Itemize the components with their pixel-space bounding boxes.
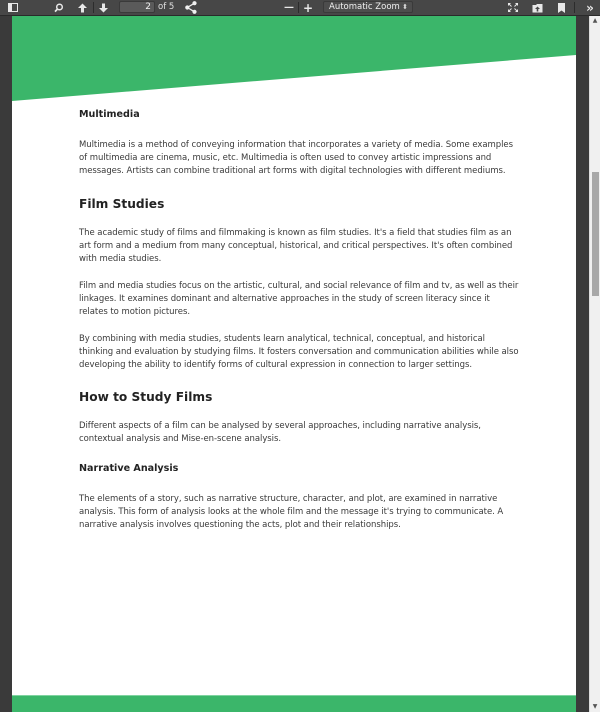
paragraph: Different aspects of a film can be analysed by several approaches, including narrative analysis, contextual analysis and Mise-en-scene analysis. (79, 421, 481, 444)
zoom-select[interactable] (323, 1, 413, 13)
vertical-scrollbar[interactable] (589, 16, 600, 712)
arrow-up-icon (78, 3, 87, 13)
previous-page-button[interactable] (76, 0, 88, 15)
bookmark-icon (558, 3, 565, 13)
paragraph: The academic study of films and filmmaking is known as film studies. It's a field that studies film as an art form and a medium from many conceptual, historical, and critical perspectives. It's often combined with media studies. (79, 228, 513, 264)
fullscreen-icon (508, 3, 518, 12)
next-page-button[interactable] (97, 0, 109, 15)
heading-multimedia: Multimedia (79, 109, 140, 120)
tools-menu-button[interactable]: » (586, 0, 594, 15)
toolbar-separator (93, 2, 94, 13)
scroll-up-arrow-icon[interactable]: ▲ (592, 17, 598, 24)
find-button[interactable] (52, 0, 66, 15)
green-footer-band (12, 695, 576, 712)
heading-narrative-analysis: Narrative Analysis (79, 463, 179, 474)
share-icon (185, 1, 197, 14)
document-viewer[interactable] (0, 16, 589, 712)
select-caret-icon: ⬍ (402, 3, 408, 11)
share-button[interactable] (183, 0, 199, 15)
bookmark-button[interactable] (555, 0, 567, 15)
sidebar-icon (8, 3, 18, 12)
zoom-level-value: Automatic Zoom (329, 2, 400, 12)
green-header-banner (12, 16, 576, 105)
open-file-icon (532, 3, 543, 13)
page-count: of 5 (158, 2, 175, 12)
search-icon (54, 3, 64, 13)
paragraph: Multimedia is a method of conveying information that incorporates a variety of media. Some examples of multimedia are cinema, music, etc. Multimedia is often used to convey artistic impressions and messages. Artists can combine traditional art forms with digital technologies with different mediums. (79, 140, 513, 176)
pdf-toolbar (0, 0, 600, 16)
heading-how-to-study-films: How to Study Films (79, 390, 213, 404)
paragraph: The elements of a story, such as narrative structure, character, and plot, are examined in narrative analysis. This form of analysis looks at the whole film and the message it's trying to communicate. A narrative analysis involves questioning the acts, plot and their relationships. (79, 494, 504, 530)
sidebar-toggle-button[interactable] (6, 0, 20, 15)
arrow-down-icon (99, 3, 108, 13)
pdf-page (12, 16, 576, 712)
page-content (79, 109, 519, 546)
heading-film-studies: Film Studies (79, 197, 165, 211)
paragraph: Film and media studies focus on the artistic, cultural, and social relevance of film and tv, as well as their linkages. It examines dominant and alternative approaches in the study of screen literacy since it relates to motion pictures. (79, 281, 519, 317)
presentation-mode-button[interactable] (507, 0, 519, 15)
zoom-in-button[interactable]: + (302, 0, 314, 15)
page-number-input[interactable]: 2 (119, 1, 155, 13)
toolbar-separator (298, 2, 299, 13)
scrollbar-thumb[interactable] (592, 172, 599, 296)
scroll-down-arrow-icon[interactable]: ▼ (592, 703, 598, 710)
toolbar-separator (574, 2, 575, 13)
paragraph: By combining with media studies, students learn analytical, technical, conceptual, and historical thinking and evaluation by studying films. It fosters conversation and communication abilities while also developing the ability to identify forms of cultural expression in connection to larger settings. (79, 334, 519, 370)
zoom-out-button[interactable]: — (284, 2, 294, 13)
open-file-button[interactable] (531, 0, 543, 15)
